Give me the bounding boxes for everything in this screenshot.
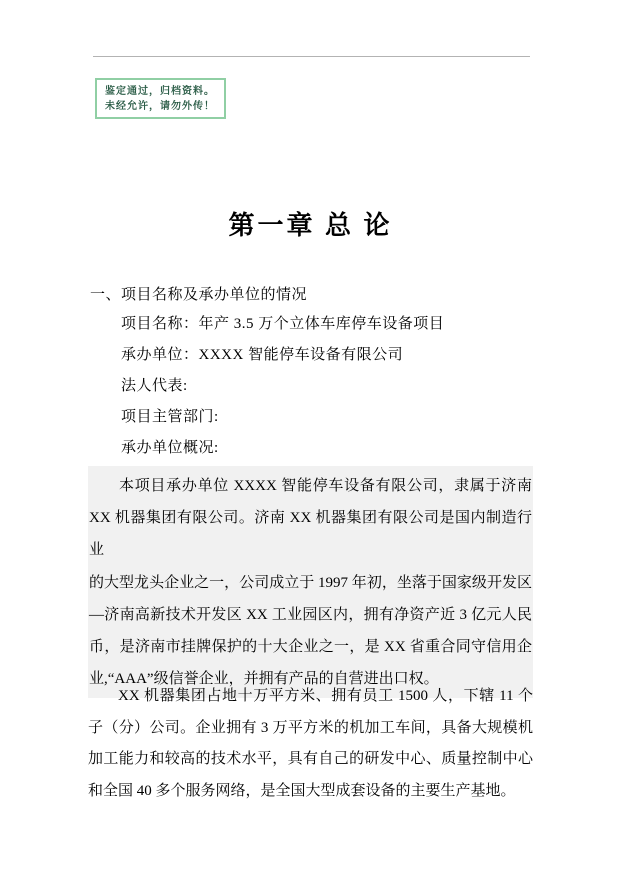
info-line-undertaker: 承办单位：XXXX 智能停车设备有限公司 — [121, 347, 404, 363]
paragraph-line: 币，是济南市挂牌保护的十大企业之一，是 XX 省重合同守信用企 — [89, 639, 532, 656]
info-line-supervising-department: 项目主管部门: — [121, 409, 219, 425]
paragraph-line: —济南高新技术开发区 XX 工业园区内，拥有净资产近 3 亿元人民 — [89, 606, 532, 623]
paragraph-line: 子（分）公司。企业拥有 3 万平方米的机加工车间，具备大规模机 — [88, 719, 533, 736]
section-heading: 一、项目名称及承办单位的情况 — [90, 287, 308, 303]
info-line-legal-representative: 法人代表: — [121, 378, 188, 394]
chapter-title: 第一章 总 论 — [228, 211, 393, 240]
paragraph-line: 加工能力和较高的技术水平，具有自己的研发中心、质量控制中心 — [88, 751, 533, 767]
paragraph-line: 业,“AAA”级信誉企业，并拥有产品的自营进出口权。 — [89, 671, 439, 688]
paragraph-line: XX 机器集团占地十万平方米、拥有员工 1500 人，下辖 11 个 — [118, 688, 533, 704]
stamp-line-2: 未经允许，请勿外传！ — [105, 100, 215, 112]
info-line-project-name: 项目名称：年产 3.5 万个立体车库停车设备项目 — [121, 316, 445, 332]
info-line-undertaker-overview: 承办单位概况: — [121, 440, 219, 456]
project-info-block — [121, 309, 541, 464]
paragraph-line: XX 机器集团有限公司。济南 XX 机器集团有限公司是国内制造行业 — [89, 510, 532, 559]
paragraph-group-overview — [88, 681, 533, 807]
header-rule — [93, 56, 530, 57]
paragraph-line: 和全国 40 多个服务网络，是全国大型成套设备的主要生产基地。 — [88, 782, 516, 799]
stamp-line-1: 鉴定通过，归档资料。 — [105, 85, 215, 97]
paragraph-line: 本项目承办单位 XXXX 智能停车设备有限公司，隶属于济南 — [119, 478, 532, 494]
paragraph-line: 的大型龙头企业之一，公司成立于 1997 年初，坐落于国家级开发区 — [89, 574, 532, 591]
paragraph-company-intro — [88, 466, 533, 698]
archive-stamp-box — [95, 78, 226, 119]
